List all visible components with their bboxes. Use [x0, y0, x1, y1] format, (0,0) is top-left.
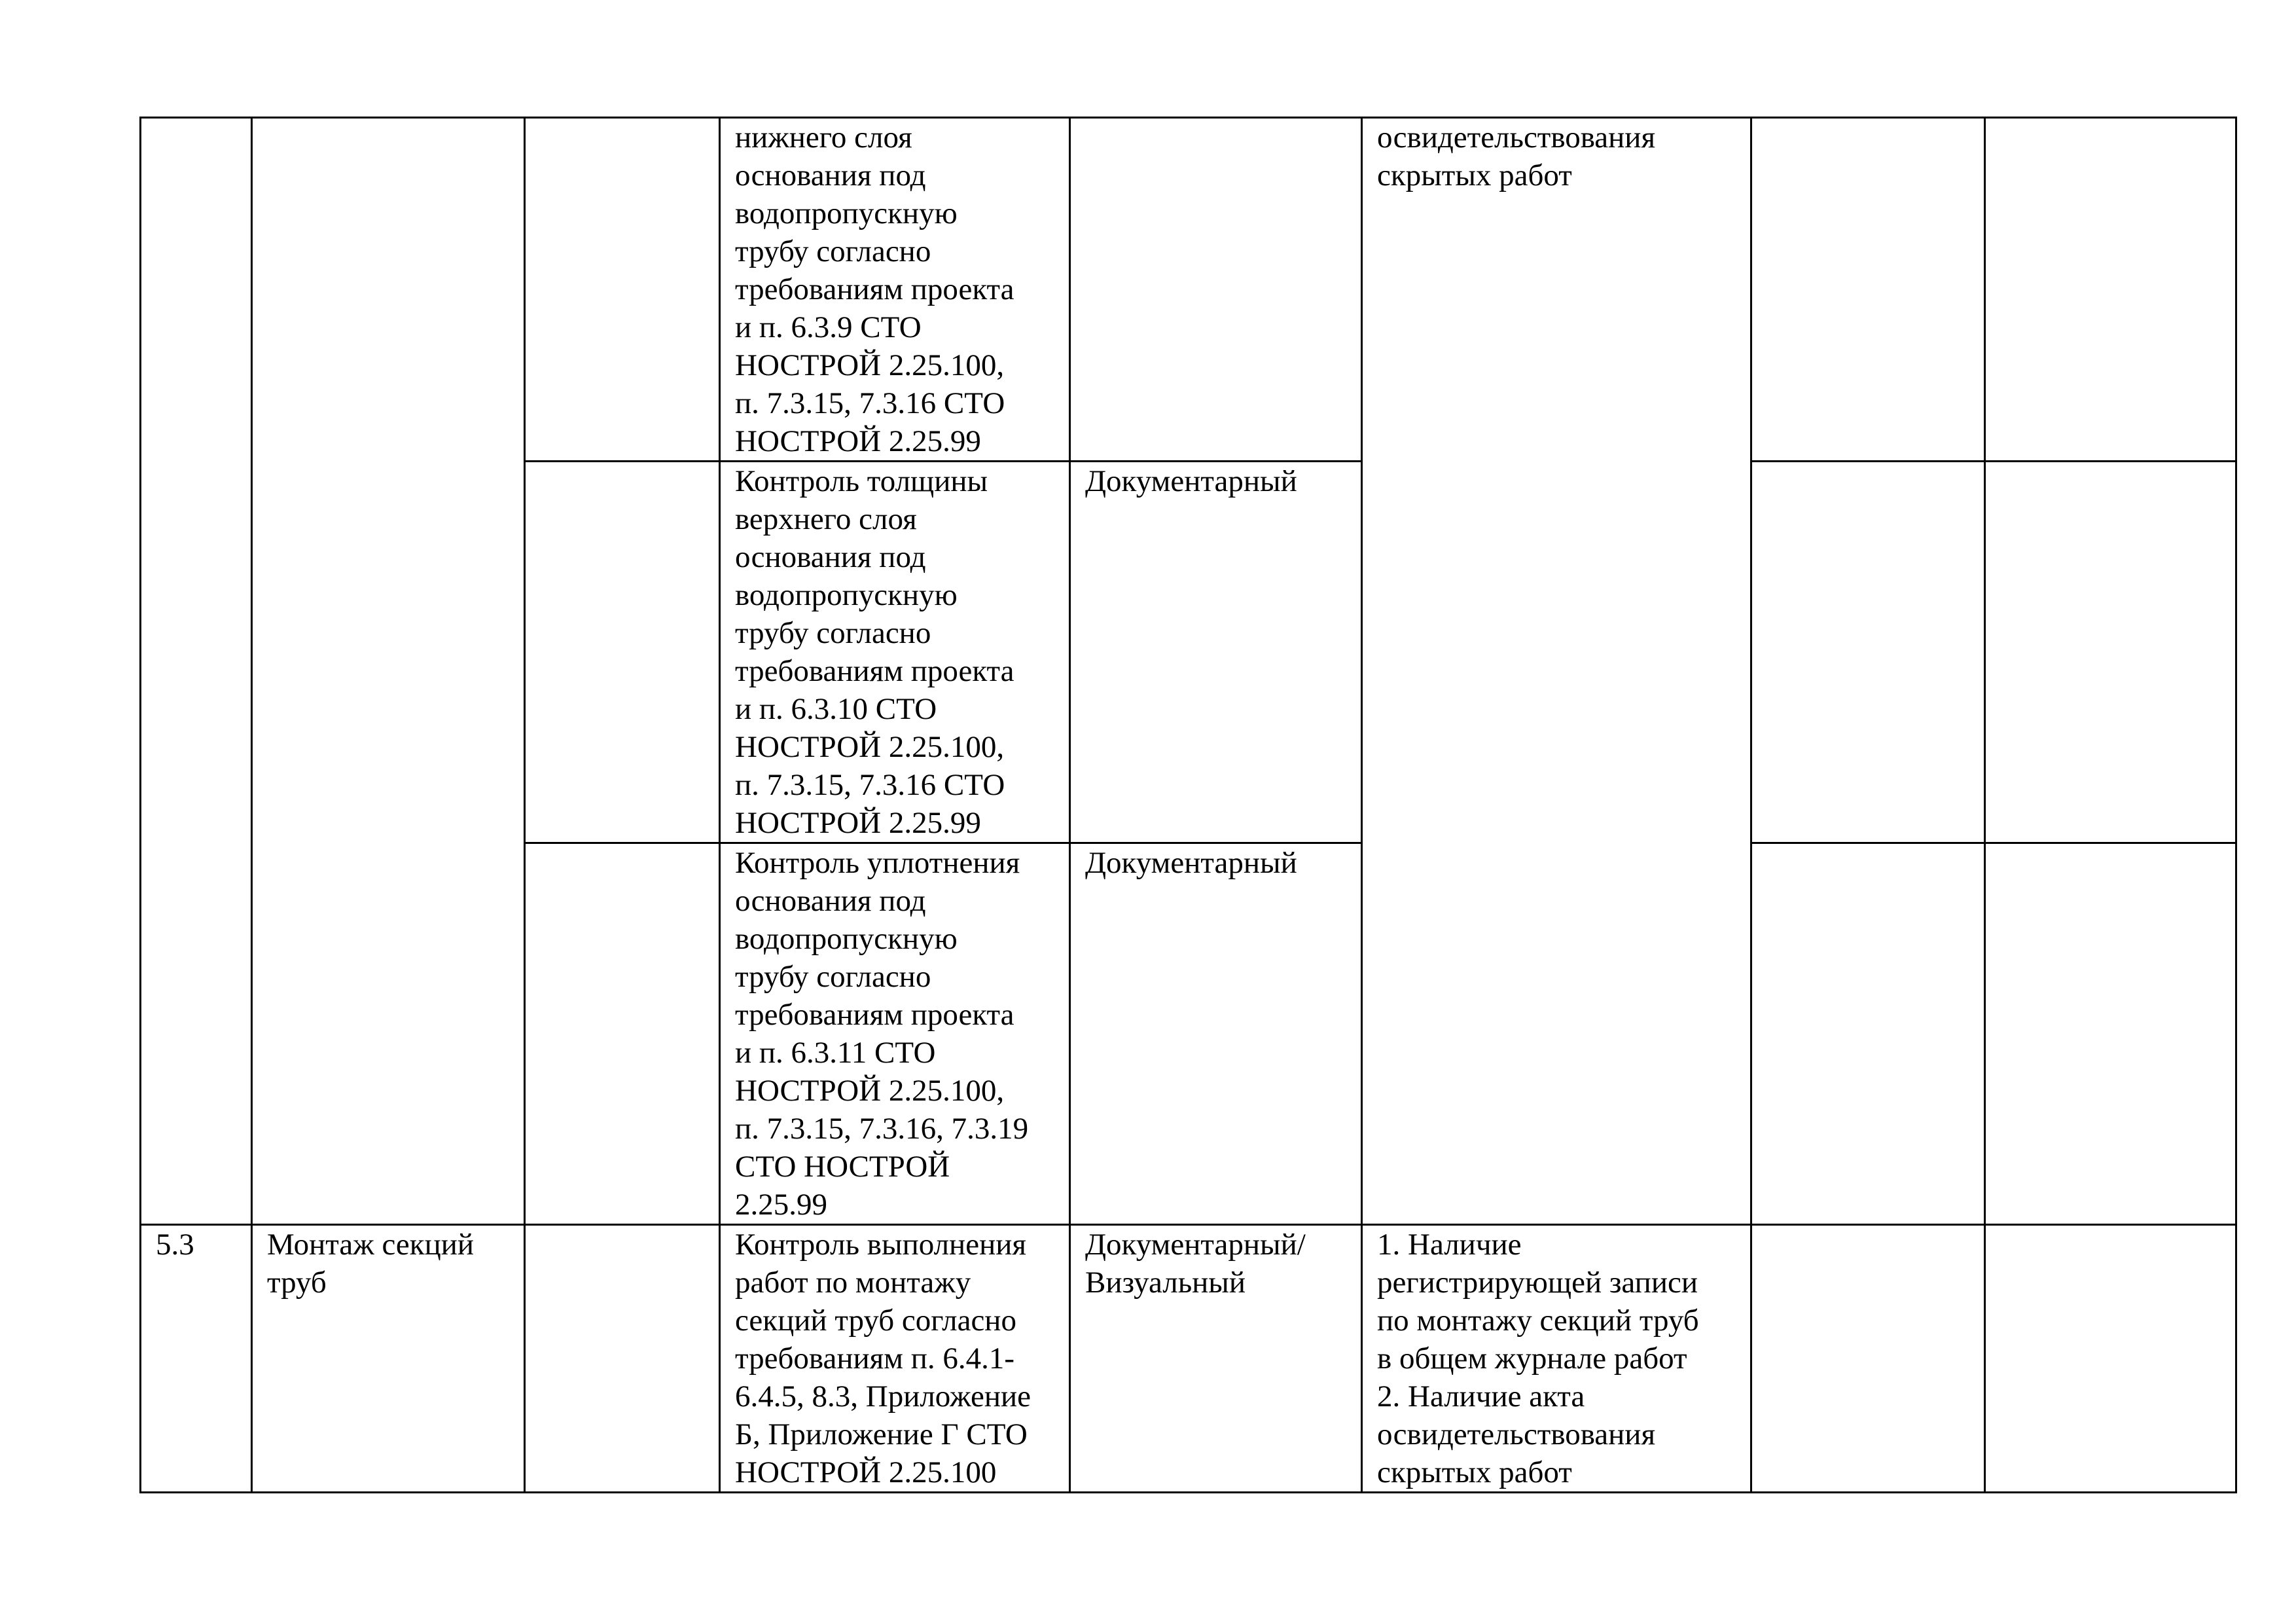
documents-text: освидетельствования скрытых работ [1377, 120, 1656, 192]
stage-cell [252, 1225, 525, 1493]
method-text: Документарный [1085, 464, 1297, 498]
method-text: Документарный [1085, 846, 1297, 880]
method-text: Документарный/ Визуальный [1085, 1228, 1306, 1300]
row-number: 5.3 [156, 1228, 194, 1262]
operation-text: Контроль уплотнения основания под водопропускную трубу согласно требованиям проекта и п. 6.3.11 СТО НОСТРОЙ 2.25.100, п. 7.3.15, 7.3.16, 7.3.19 СТО НОСТРОЙ 2.25.99 [735, 846, 1029, 1222]
column-3-cell [525, 118, 720, 462]
method-cell [1070, 843, 1362, 1225]
method-cell [1070, 1225, 1362, 1493]
column-8-cell [1985, 462, 2236, 843]
documents-cell [1362, 1225, 1751, 1493]
operation-text: Контроль толщины верхнего слоя основания под водопропускную трубу согласно требованиям проекта и п. 6.3.10 СТО НОСТРОЙ 2.25.100, п. 7.3.15, 7.3.16 СТО НОСТРОЙ 2.25.99 [735, 464, 1014, 840]
column-7-cell [1751, 1225, 1985, 1493]
method-cell [1070, 462, 1362, 843]
table-row [141, 1225, 2236, 1493]
documents-text: 1. Наличие регистрирующей записи по монтажу секций труб в общем журнале работ 2. Наличие акта освидетельствования скрытых работ [1377, 1228, 1699, 1489]
column-7-cell [1751, 843, 1985, 1225]
operation-cell [720, 118, 1070, 462]
operation-cell [720, 462, 1070, 843]
documents-cell [1362, 118, 1751, 1225]
operation-cell [720, 1225, 1070, 1493]
column-7-cell [1751, 462, 1985, 843]
column-8-cell [1985, 843, 2236, 1225]
stage-cell [252, 118, 525, 1225]
stage-name: Монтаж секций труб [267, 1228, 475, 1300]
inspection-table [139, 117, 2237, 1493]
operation-text: нижнего слоя основания под водопропускную трубу согласно требованиям проекта и п. 6.3.9 СТО НОСТРОЙ 2.25.100, п. 7.3.15, 7.3.16 СТО НОСТРОЙ 2.25.99 [735, 120, 1014, 458]
operation-cell [720, 843, 1070, 1225]
column-3-cell [525, 1225, 720, 1493]
method-cell [1070, 118, 1362, 462]
operation-text: Контроль выполнения работ по монтажу секций труб согласно требованиям п. 6.4.1- 6.4.5, 8.3, Приложение Б, Приложение Г СТО НОСТРОЙ 2.25.100 [735, 1228, 1031, 1489]
column-8-cell [1985, 1225, 2236, 1493]
column-3-cell [525, 462, 720, 843]
column-7-cell [1751, 118, 1985, 462]
row-number-cell [141, 1225, 252, 1493]
row-number-cell [141, 118, 252, 1225]
column-3-cell [525, 843, 720, 1225]
table-row [141, 118, 2236, 462]
column-8-cell [1985, 118, 2236, 462]
